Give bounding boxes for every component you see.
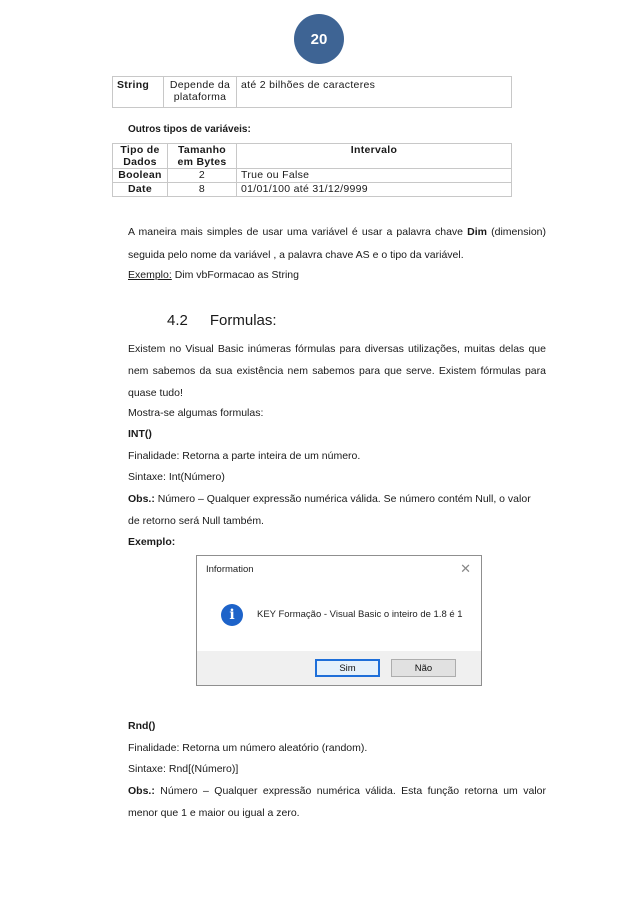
- section-title: Formulas:: [209, 312, 277, 329]
- table-cell: 2: [168, 169, 237, 183]
- rnd-sintaxe: Sintaxe: Rnd[(Número)]: [128, 763, 239, 775]
- paragraph-line: [128, 225, 546, 240]
- table-row: [113, 77, 512, 108]
- table-cell: 8: [168, 183, 237, 197]
- table-header: Tamanho em Bytes: [168, 144, 237, 169]
- rnd-obs-continued: menor que 1 e maior ou igual a zero.: [128, 807, 300, 819]
- paragraph-line: Existem no Visual Basic inúmeras fórmulas para diversas utilizações, muitas delas que: [128, 343, 546, 355]
- rnd-obs: [128, 784, 546, 799]
- table-cell: Date: [113, 183, 168, 197]
- text-run: A maneira mais simples de usar uma variável é usar a palavra chave: [128, 226, 468, 238]
- int-example-label: Exemplo:: [128, 536, 176, 548]
- table-header: Tipo de Dados: [113, 144, 168, 169]
- string-type-table: [112, 76, 512, 108]
- page-number-badge: 20: [294, 14, 344, 64]
- int-title: INT(): [128, 428, 152, 440]
- table-cell: Depende da plataforma: [164, 77, 237, 108]
- info-icon: i: [221, 604, 243, 626]
- information-dialog: [196, 555, 482, 686]
- paragraph-line: quase tudo!: [128, 387, 183, 399]
- rnd-title: Rnd(): [128, 720, 156, 732]
- dialog-title: Information: [206, 564, 254, 575]
- rnd-finalidade: Finalidade: Retorna um número aleatório (random).: [128, 742, 368, 754]
- paragraph-line: nem sabemos da sua existência nem sabemos para que serve. Existem fórmulas para: [128, 365, 546, 377]
- example-label: Exemplo:: [128, 269, 172, 281]
- keyword-dim: Dim: [467, 226, 487, 238]
- table-cell: True ou False: [237, 169, 512, 183]
- dialog-message: KEY Formação - Visual Basic o inteiro de 1.8 é 1: [257, 609, 463, 620]
- section-number: 4.2: [167, 312, 188, 329]
- table-cell: String: [113, 77, 164, 108]
- int-obs: [128, 492, 546, 507]
- int-obs-continued: de retorno será Null também.: [128, 515, 264, 527]
- table-row: [113, 169, 512, 183]
- close-icon[interactable]: ✕: [460, 561, 471, 576]
- text-run: Número – Qualquer expressão numérica válida. Se número contém Null, o valor: [154, 493, 531, 505]
- table-cell: até 2 bilhões de caracteres: [237, 77, 512, 108]
- other-types-table: [112, 143, 512, 197]
- section-heading: [167, 312, 299, 329]
- obs-label: Obs.:: [128, 785, 155, 797]
- table-header: Intervalo: [237, 144, 512, 169]
- yes-button[interactable]: Sim: [315, 659, 380, 677]
- paragraph-line: Mostra-se algumas formulas:: [128, 407, 264, 419]
- text-run: (dimension): [487, 226, 546, 238]
- text-run: Número – Qualquer expressão numérica válida. Esta função retorna um valor: [154, 785, 546, 797]
- table-cell: 01/01/100 até 31/12/9999: [237, 183, 512, 197]
- example-code: Dim vbFormacao as String: [171, 269, 299, 281]
- obs-label: Obs.:: [128, 493, 155, 505]
- other-types-heading: Outros tipos de variáveis:: [128, 124, 251, 135]
- int-finalidade: Finalidade: Retorna a parte inteira de um número.: [128, 450, 361, 462]
- table-row: [113, 183, 512, 197]
- dialog-footer: [197, 651, 481, 685]
- no-button[interactable]: Não: [391, 659, 456, 677]
- int-sintaxe: Sintaxe: Int(Número): [128, 471, 225, 483]
- table-header-row: [113, 144, 512, 169]
- table-cell: Boolean: [113, 169, 168, 183]
- example-line: [128, 268, 546, 283]
- paragraph-line: seguida pelo nome da variável , a palavra chave AS e o tipo da variável.: [128, 249, 464, 261]
